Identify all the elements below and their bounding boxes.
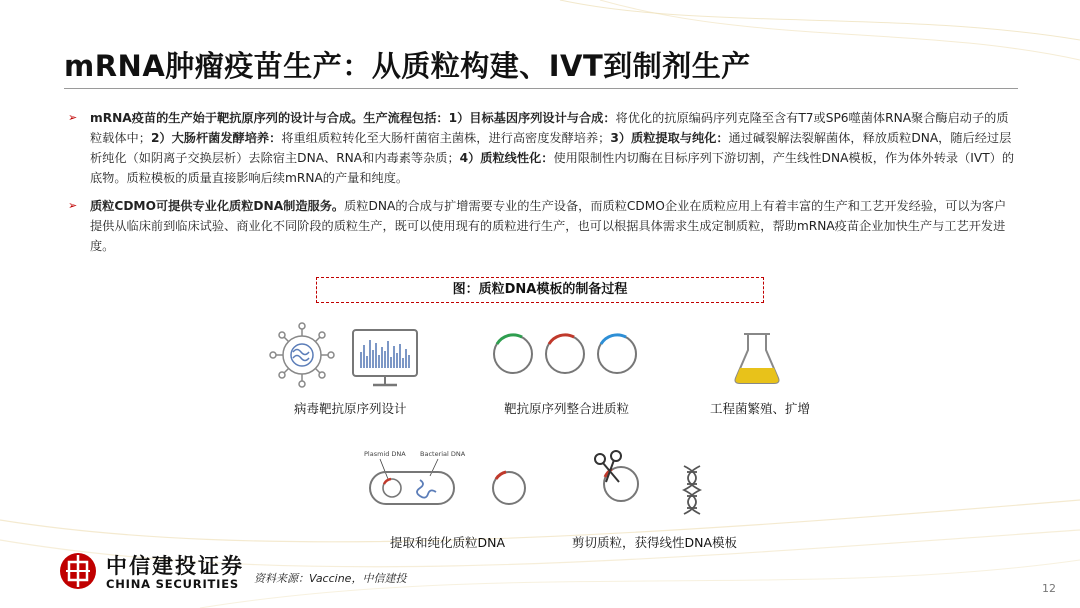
- computer-monitor-icon: [353, 330, 417, 385]
- logo-chinese-name: 中信建投证券: [106, 554, 244, 578]
- plasmid-dna-label: Plasmid DNA: [364, 450, 406, 458]
- virus-icon: [270, 323, 334, 387]
- step-caption: 剪切质粒，获得线性DNA模板: [572, 535, 738, 550]
- flask-icon: [736, 334, 779, 383]
- citic-logo-icon: [58, 551, 98, 591]
- figure-title: 图：质粒DNA模板的制备过程: [316, 277, 764, 303]
- bullet-text-bold: 2）大肠杆菌发酵培养：: [150, 131, 282, 145]
- bullet-text: 将重组质粒转化至大肠杆菌宿主菌株，进行高密度发酵培养；: [281, 131, 611, 145]
- bullet-text: 质粒DNA的合成与扩增需要专业的生产设备，而质粒CDMO企业在质粒应用上有着丰富的生产和工艺开发经验，可以为客户提供从临床前到临床试验、商业化不同阶段的质粒生产，既可以使用现有的质粒进行生产，也可以根据具体需求生成定制质粒，帮助mRNA疫苗企业加快生产与工艺开发进度。: [90, 199, 1007, 253]
- bullet-text: 将优化的抗原编码序列克隆至含有T7或SP6噬菌体RNA聚合酶启动子的质粒载体中；: [90, 111, 1009, 145]
- page-number: 12: [1042, 582, 1056, 595]
- page-title: mRNA肿瘤疫苗生产：从质粒构建、IVT到制剂生产: [64, 49, 751, 83]
- step-caption: 提取和纯化质粒DNA: [390, 535, 506, 550]
- bullet-text-bold: 3）质粒提取与纯化：: [610, 131, 729, 145]
- step-caption: 靶抗原序列整合进质粒: [504, 401, 630, 416]
- bacterial-cell-icon: [364, 450, 466, 504]
- bullet-text: 通过碱裂解法裂解菌体，释放质粒DNA，随后经过层析纯化（如阴离子交换层析）去除宿主DNA、RNA和内毒素等杂质；: [90, 131, 1012, 165]
- scissors-icon: [595, 451, 638, 501]
- bullet-text-bold: 4）质粒线性化：: [459, 151, 554, 165]
- bacterial-dna-label: Bacterial DNA: [420, 450, 466, 458]
- step-caption: 病毒靶抗原序列设计: [294, 401, 407, 416]
- bullet-text-bold: mRNA疫苗的生产始于靶抗原序列的设计与合成。生产流程包括：1）目标基因序列设计与合成：: [90, 111, 616, 125]
- step-caption: 工程菌繁殖、扩增: [710, 401, 811, 416]
- source-note: 资料来源：Vaccine，中信建投: [254, 572, 407, 585]
- purified-plasmid-icon: [493, 472, 525, 504]
- arrow-bullet-icon: ➢: [68, 111, 78, 124]
- bullet-text-bold: 质粒CDMO可提供专业化质粒DNA制造服务。: [90, 199, 345, 213]
- bullet-text: 使用限制性内切酶在目标序列下游切割，产生线性DNA模板，作为体外转录（IVT）的底物。质粒模板的质量直接影响后续mRNA的产量和纯度。: [90, 151, 1015, 185]
- dna-helix-icon: [684, 466, 700, 514]
- logo-english-name: CHINA SECURITIES: [106, 577, 239, 591]
- plasmid-insert-icon: [494, 335, 636, 373]
- arrow-bullet-icon: ➢: [68, 199, 78, 212]
